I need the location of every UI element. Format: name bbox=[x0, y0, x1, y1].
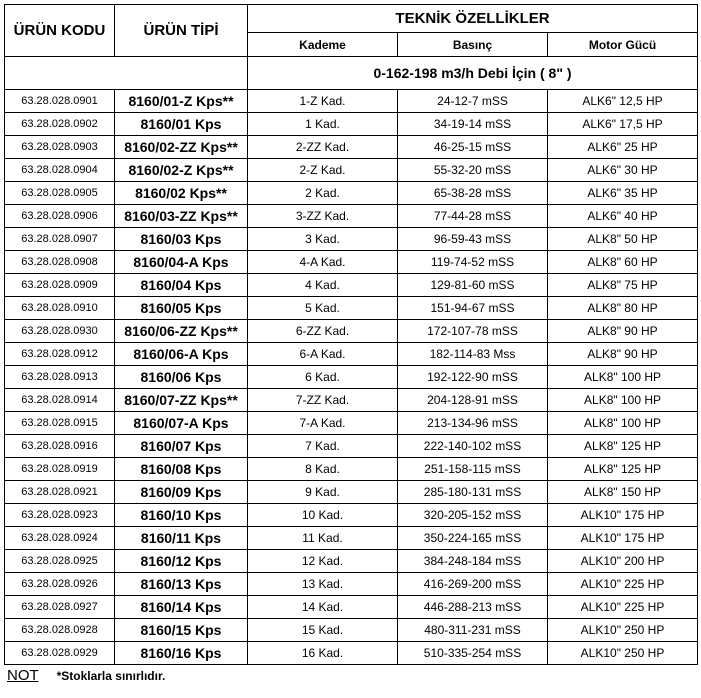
product-type-cell: 8160/13 Kps bbox=[115, 573, 248, 596]
stage-cell: 6-ZZ Kad. bbox=[248, 320, 398, 343]
product-type-cell: 8160/07 Kps bbox=[115, 435, 248, 458]
table-row bbox=[5, 343, 698, 366]
motor-power-cell: ALK8" 90 HP bbox=[548, 320, 698, 343]
motor-power-cell: ALK10" 225 HP bbox=[548, 596, 698, 619]
motor-power-cell: ALK8" 100 HP bbox=[548, 389, 698, 412]
stage-cell: 3-ZZ Kad. bbox=[248, 205, 398, 228]
product-code-cell: 63.28.028.0901 bbox=[5, 90, 115, 113]
header-technical-specs: TEKNİK ÖZELLİKLER bbox=[248, 5, 698, 33]
table-row bbox=[5, 251, 698, 274]
pressure-cell: 55-32-20 mSS bbox=[398, 159, 548, 182]
table-row bbox=[5, 619, 698, 642]
stage-cell: 5 Kad. bbox=[248, 297, 398, 320]
product-code-cell: 63.28.028.0914 bbox=[5, 389, 115, 412]
pressure-cell: 46-25-15 mSS bbox=[398, 136, 548, 159]
table-row bbox=[5, 504, 698, 527]
note-text: *Stoklarla sınırlıdır. bbox=[56, 669, 166, 683]
table-row bbox=[5, 412, 698, 435]
product-code-cell: 63.28.028.0904 bbox=[5, 159, 115, 182]
product-code-cell: 63.28.028.0921 bbox=[5, 481, 115, 504]
product-code-cell: 63.28.028.0909 bbox=[5, 274, 115, 297]
stage-cell: 2-Z Kad. bbox=[248, 159, 398, 182]
product-code-cell: 63.28.028.0910 bbox=[5, 297, 115, 320]
motor-power-cell: ALK8" 125 HP bbox=[548, 458, 698, 481]
header-stage: Kademe bbox=[248, 33, 398, 57]
table-row bbox=[5, 136, 698, 159]
product-type-cell: 8160/01-Z Kps** bbox=[115, 90, 248, 113]
product-code-cell: 63.28.028.0919 bbox=[5, 458, 115, 481]
pressure-cell: 34-19-14 mSS bbox=[398, 113, 548, 136]
pressure-cell: 251-158-115 mSS bbox=[398, 458, 548, 481]
pressure-cell: 222-140-102 mSS bbox=[398, 435, 548, 458]
table-row bbox=[5, 527, 698, 550]
table-row bbox=[5, 113, 698, 136]
pressure-cell: 119-74-52 mSS bbox=[398, 251, 548, 274]
product-code-cell: 63.28.028.0925 bbox=[5, 550, 115, 573]
motor-power-cell: ALK8" 100 HP bbox=[548, 412, 698, 435]
table-row bbox=[5, 550, 698, 573]
motor-power-cell: ALK8" 100 HP bbox=[548, 366, 698, 389]
stage-cell: 8 Kad. bbox=[248, 458, 398, 481]
motor-power-cell: ALK6" 12,5 HP bbox=[548, 90, 698, 113]
pressure-cell: 384-248-184 mSS bbox=[398, 550, 548, 573]
product-type-cell: 8160/08 Kps bbox=[115, 458, 248, 481]
stage-cell: 6 Kad. bbox=[248, 366, 398, 389]
note-label: NOT bbox=[7, 667, 39, 684]
pressure-cell: 350-224-165 mSS bbox=[398, 527, 548, 550]
motor-power-cell: ALK6" 25 HP bbox=[548, 136, 698, 159]
stage-cell: 7-ZZ Kad. bbox=[248, 389, 398, 412]
table-row bbox=[5, 366, 698, 389]
motor-power-cell: ALK10" 250 HP bbox=[548, 642, 698, 665]
pressure-cell: 96-59-43 mSS bbox=[398, 228, 548, 251]
product-type-cell: 8160/01 Kps bbox=[115, 113, 248, 136]
header-pressure: Basınç bbox=[398, 33, 548, 57]
pressure-cell: 129-81-60 mSS bbox=[398, 274, 548, 297]
product-type-cell: 8160/14 Kps bbox=[115, 596, 248, 619]
pressure-cell: 213-134-96 mSS bbox=[398, 412, 548, 435]
table-row bbox=[5, 274, 698, 297]
stage-cell: 13 Kad. bbox=[248, 573, 398, 596]
stage-cell: 14 Kad. bbox=[248, 596, 398, 619]
stage-cell: 1 Kad. bbox=[248, 113, 398, 136]
section-title: 0-162-198 m3/h Debi İçin ( 8" ) bbox=[248, 57, 698, 90]
motor-power-cell: ALK6" 35 HP bbox=[548, 182, 698, 205]
motor-power-cell: ALK6" 17,5 HP bbox=[548, 113, 698, 136]
stage-cell: 10 Kad. bbox=[248, 504, 398, 527]
table-row bbox=[5, 159, 698, 182]
product-type-cell: 8160/10 Kps bbox=[115, 504, 248, 527]
product-type-cell: 8160/06-ZZ Kps** bbox=[115, 320, 248, 343]
pressure-cell: 285-180-131 mSS bbox=[398, 481, 548, 504]
pressure-cell: 24-12-7 mSS bbox=[398, 90, 548, 113]
motor-power-cell: ALK10" 200 HP bbox=[548, 550, 698, 573]
pressure-cell: 510-335-254 mSS bbox=[398, 642, 548, 665]
table-row bbox=[5, 297, 698, 320]
product-type-cell: 8160/04-A Kps bbox=[115, 251, 248, 274]
table-row bbox=[5, 320, 698, 343]
pressure-cell: 192-122-90 mSS bbox=[398, 366, 548, 389]
product-code-cell: 63.28.028.0929 bbox=[5, 642, 115, 665]
product-code-cell: 63.28.028.0903 bbox=[5, 136, 115, 159]
product-type-cell: 8160/12 Kps bbox=[115, 550, 248, 573]
product-code-cell: 63.28.028.0923 bbox=[5, 504, 115, 527]
motor-power-cell: ALK8" 60 HP bbox=[548, 251, 698, 274]
product-type-cell: 8160/02-ZZ Kps** bbox=[115, 136, 248, 159]
stage-cell: 2 Kad. bbox=[248, 182, 398, 205]
product-type-cell: 8160/06-A Kps bbox=[115, 343, 248, 366]
stage-cell: 4-A Kad. bbox=[248, 251, 398, 274]
pressure-cell: 172-107-78 mSS bbox=[398, 320, 548, 343]
product-code-cell: 63.28.028.0915 bbox=[5, 412, 115, 435]
motor-power-cell: ALK8" 75 HP bbox=[548, 274, 698, 297]
product-code-cell: 63.28.028.0930 bbox=[5, 320, 115, 343]
table-row bbox=[5, 573, 698, 596]
header-motor-power: Motor Gücü bbox=[548, 33, 698, 57]
stage-cell: 12 Kad. bbox=[248, 550, 398, 573]
stage-cell: 2-ZZ Kad. bbox=[248, 136, 398, 159]
header-product-type: ÜRÜN TİPİ bbox=[115, 5, 248, 57]
motor-power-cell: ALK8" 125 HP bbox=[548, 435, 698, 458]
product-code-cell: 63.28.028.0926 bbox=[5, 573, 115, 596]
product-type-cell: 8160/02-Z Kps** bbox=[115, 159, 248, 182]
motor-power-cell: ALK8" 150 HP bbox=[548, 481, 698, 504]
motor-power-cell: ALK10" 250 HP bbox=[548, 619, 698, 642]
pressure-cell: 416-269-200 mSS bbox=[398, 573, 548, 596]
product-code-cell: 63.28.028.0907 bbox=[5, 228, 115, 251]
product-code-cell: 63.28.028.0927 bbox=[5, 596, 115, 619]
product-type-cell: 8160/06 Kps bbox=[115, 366, 248, 389]
product-type-cell: 8160/04 Kps bbox=[115, 274, 248, 297]
product-code-cell: 63.28.028.0902 bbox=[5, 113, 115, 136]
product-code-cell: 63.28.028.0916 bbox=[5, 435, 115, 458]
pressure-cell: 320-205-152 mSS bbox=[398, 504, 548, 527]
product-type-cell: 8160/03 Kps bbox=[115, 228, 248, 251]
table-row bbox=[5, 435, 698, 458]
product-code-cell: 63.28.028.0928 bbox=[5, 619, 115, 642]
pressure-cell: 77-44-28 mSS bbox=[398, 205, 548, 228]
product-type-cell: 8160/07-ZZ Kps** bbox=[115, 389, 248, 412]
header-product-code: ÜRÜN KODU bbox=[5, 5, 115, 57]
motor-power-cell: ALK6" 40 HP bbox=[548, 205, 698, 228]
motor-power-cell: ALK8" 50 HP bbox=[548, 228, 698, 251]
table-body bbox=[5, 57, 698, 665]
stage-cell: 7 Kad. bbox=[248, 435, 398, 458]
motor-power-cell: ALK10" 175 HP bbox=[548, 504, 698, 527]
stage-cell: 9 Kad. bbox=[248, 481, 398, 504]
pressure-cell: 480-311-231 mSS bbox=[398, 619, 548, 642]
stage-cell: 11 Kad. bbox=[248, 527, 398, 550]
product-type-cell: 8160/11 Kps bbox=[115, 527, 248, 550]
pressure-cell: 446-288-213 mSS bbox=[398, 596, 548, 619]
section-spacer bbox=[5, 57, 248, 90]
stage-cell: 15 Kad. bbox=[248, 619, 398, 642]
product-type-cell: 8160/15 Kps bbox=[115, 619, 248, 642]
product-type-cell: 8160/05 Kps bbox=[115, 297, 248, 320]
product-type-cell: 8160/02 Kps** bbox=[115, 182, 248, 205]
product-code-cell: 63.28.028.0905 bbox=[5, 182, 115, 205]
pressure-cell: 204-128-91 mSS bbox=[398, 389, 548, 412]
stage-cell: 1-Z Kad. bbox=[248, 90, 398, 113]
product-type-cell: 8160/09 Kps bbox=[115, 481, 248, 504]
footnote bbox=[7, 667, 165, 684]
table-row bbox=[5, 228, 698, 251]
product-type-cell: 8160/03-ZZ Kps** bbox=[115, 205, 248, 228]
motor-power-cell: ALK8" 90 HP bbox=[548, 343, 698, 366]
product-code-cell: 63.28.028.0913 bbox=[5, 366, 115, 389]
product-code-cell: 63.28.028.0912 bbox=[5, 343, 115, 366]
stage-cell: 6-A Kad. bbox=[248, 343, 398, 366]
table-row bbox=[5, 389, 698, 412]
table-row bbox=[5, 205, 698, 228]
motor-power-cell: ALK6" 30 HP bbox=[548, 159, 698, 182]
motor-power-cell: ALK10" 175 HP bbox=[548, 527, 698, 550]
stage-cell: 3 Kad. bbox=[248, 228, 398, 251]
motor-power-cell: ALK10" 225 HP bbox=[548, 573, 698, 596]
stage-cell: 4 Kad. bbox=[248, 274, 398, 297]
pressure-cell: 65-38-28 mSS bbox=[398, 182, 548, 205]
table-row bbox=[5, 642, 698, 665]
pressure-cell: 182-114-83 Mss bbox=[398, 343, 548, 366]
product-type-cell: 8160/07-A Kps bbox=[115, 412, 248, 435]
table-row bbox=[5, 481, 698, 504]
table-row bbox=[5, 596, 698, 619]
product-code-cell: 63.28.028.0908 bbox=[5, 251, 115, 274]
stage-cell: 7-A Kad. bbox=[248, 412, 398, 435]
stage-cell: 16 Kad. bbox=[248, 642, 398, 665]
table-row bbox=[5, 182, 698, 205]
product-type-cell: 8160/16 Kps bbox=[115, 642, 248, 665]
product-code-cell: 63.28.028.0906 bbox=[5, 205, 115, 228]
pressure-cell: 151-94-67 mSS bbox=[398, 297, 548, 320]
product-spec-table bbox=[4, 4, 698, 665]
table-row bbox=[5, 458, 698, 481]
product-code-cell: 63.28.028.0924 bbox=[5, 527, 115, 550]
motor-power-cell: ALK8" 80 HP bbox=[548, 297, 698, 320]
table-row bbox=[5, 90, 698, 113]
